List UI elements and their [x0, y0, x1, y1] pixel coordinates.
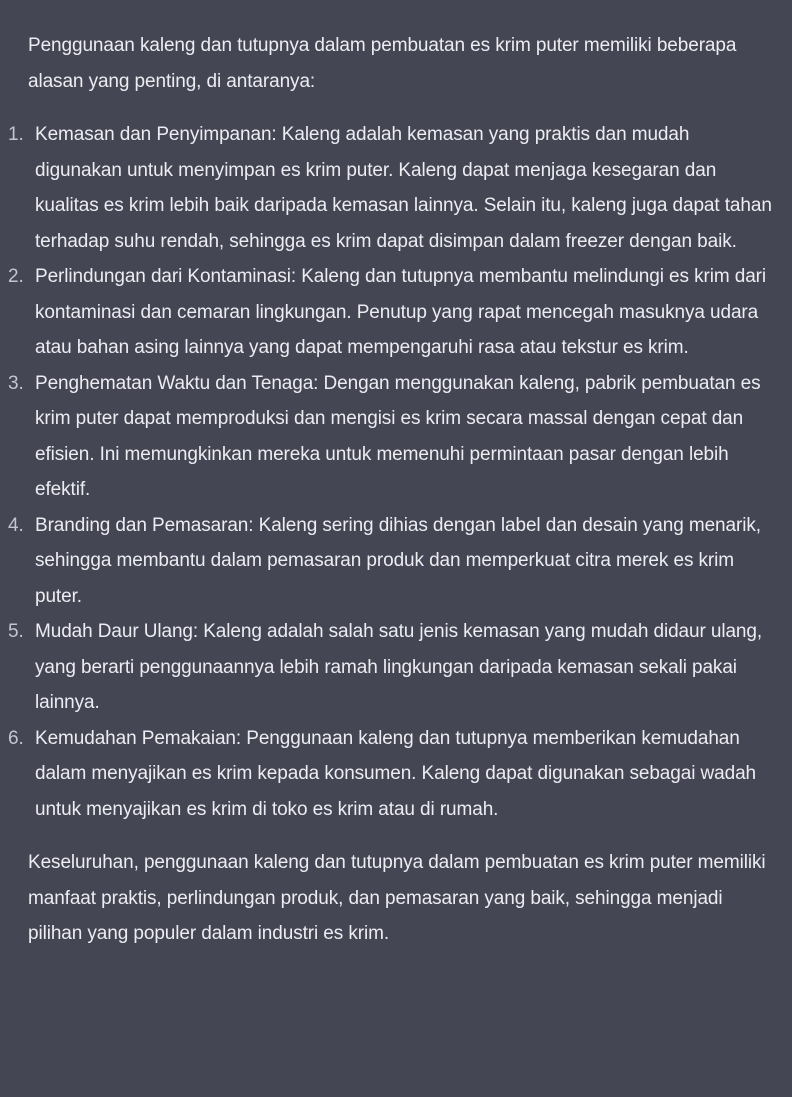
list-item: [8, 614, 778, 721]
list-item-number: 1.: [8, 124, 24, 145]
list-item: [8, 117, 778, 259]
list-item-text: Kemudahan Pemakaian: Penggunaan kaleng dan tutupnya memberikan kemudahan dalam menyajikan es krim kepada konsumen. Kaleng dapat digunakan sebagai wadah untuk menyajikan es krim di toko es krim atau di rumah.: [35, 727, 757, 820]
list-item-number: 4.: [8, 514, 24, 536]
outro-paragraph: Keseluruhan, penggunaan kaleng dan tutupnya dalam pembuatan es krim puter memiliki manfaat praktis, perlindungan produk, dan pemasaran yang baik, sehingga menjadi pilihan yang populer dalam industri es krim.: [28, 852, 766, 944]
reasons-list: [8, 117, 778, 827]
list-item: [8, 721, 778, 828]
list-item-number: 6.: [8, 727, 24, 749]
list-item-text: Branding dan Pemasaran: Kaleng sering dihias dengan label dan desain yang menarik, sehingga membantu dalam pemasaran produk dan memperkuat citra merek es krim puter.: [35, 514, 761, 607]
list-item-number: 2.: [8, 266, 24, 287]
intro-paragraph: Penggunaan kaleng dan tutupnya dalam pembuatan es krim puter memiliki beberapa alasan yang penting, di antaranya:: [28, 35, 737, 92]
list-item-number: 5.: [8, 621, 24, 642]
list-item-number: 3.: [8, 372, 24, 394]
list-item: [8, 366, 778, 508]
list-item-text: Kemasan dan Penyimpanan: Kaleng adalah kemasan yang praktis dan mudah digunakan untuk menyimpan es krim puter. Kaleng dapat menjaga kesegaran dan kualitas es krim lebih baik daripada kemasan lainnya. Selain itu, kaleng juga dapat tahan terhadap suhu rendah, sehingga es krim dapat disimpan dalam freezer dengan baik.: [35, 124, 772, 252]
list-item: [8, 259, 778, 366]
list-item: [8, 508, 778, 615]
list-item-text: Perlindungan dari Kontaminasi: Kaleng dan tutupnya membantu melindungi es krim dari kontaminasi dan cemaran lingkungan. Penutup yang rapat mencegah masuknya udara atau bahan asing lainnya yang dapat mempengaruhi rasa atau tekstur es krim.: [35, 266, 767, 358]
list-item-text: Mudah Daur Ulang: Kaleng adalah salah satu jenis kemasan yang mudah didaur ulang, yang berarti penggunaannya lebih ramah lingkungan daripada kemasan sekali pakai lainnya.: [35, 621, 763, 713]
list-item-text: Penghematan Waktu dan Tenaga: Dengan menggunakan kaleng, pabrik pembuatan es krim puter dapat memproduksi dan mengisi es krim secara massal dengan cepat dan efisien. Ini memungkinkan mereka untuk memenuhi permintaan pasar dengan lebih efektif.: [35, 372, 761, 500]
